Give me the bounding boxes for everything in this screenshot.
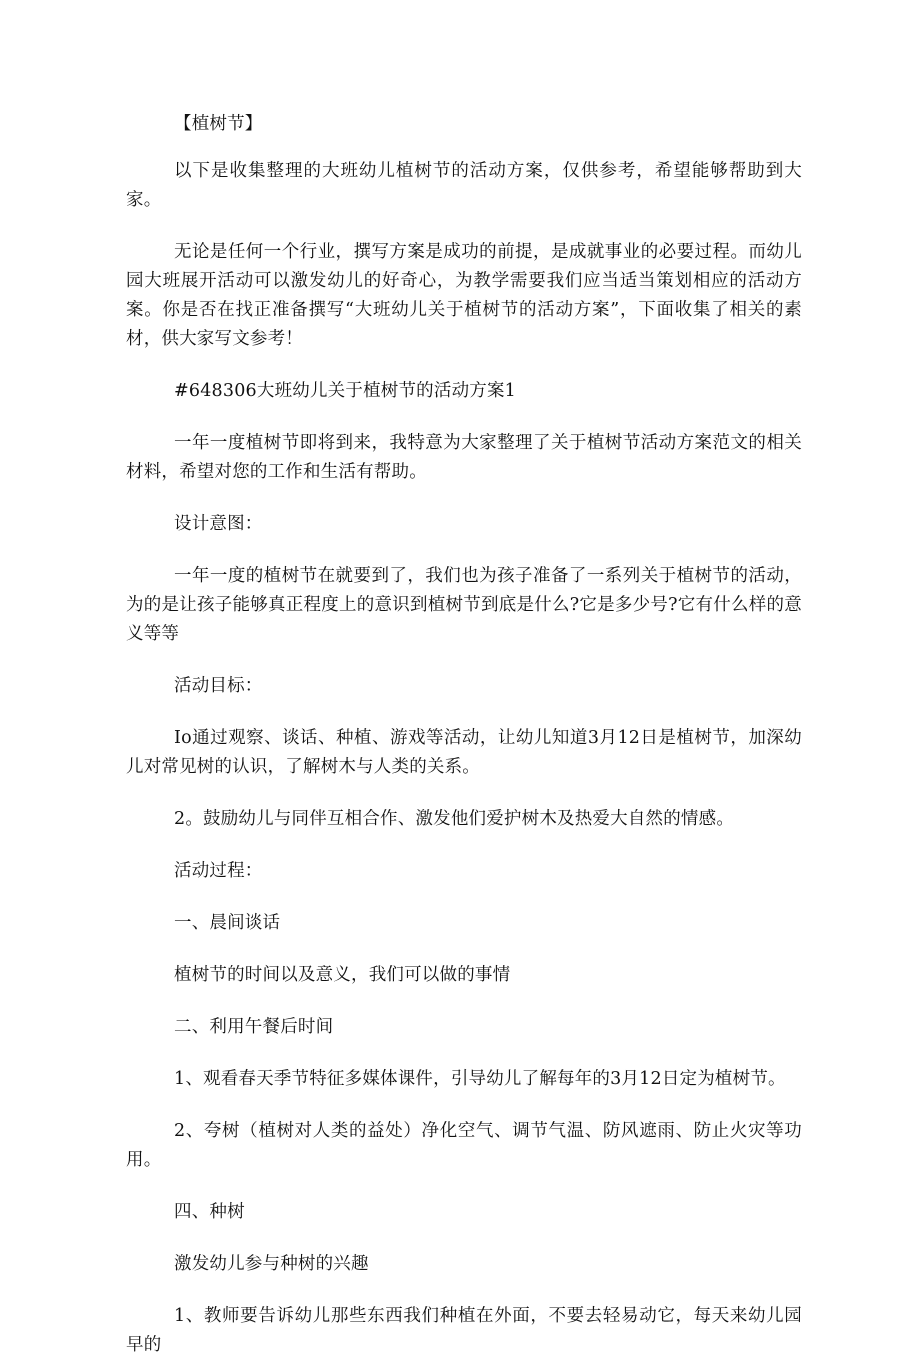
process-section-1-text: 植树节的时间以及意义，我们可以做的事情	[174, 965, 511, 985]
design-intent-paragraph: 一年一度的植树节在就要到了，我们也为孩子准备了一系列关于植树节的活动，为的是让孩子能够真正程度上的意识到植树节到底是什么?它是多少号?它有什么样的意义等等	[126, 566, 802, 644]
goal-item-2: 2。鼓励幼儿与同伴互相合作、激发他们爱护树木及热爱大自然的情感。	[174, 809, 735, 829]
goals-heading: 活动目标：	[174, 676, 263, 696]
process-section-2: 二、利用午餐后时间	[174, 1017, 334, 1037]
process-section-4: 四、种树	[174, 1202, 245, 1222]
plan-intro-paragraph: 一年一度植树节即将到来，我特意为大家整理了关于植树节活动方案范文的相关材料，希望对您的工作和生活有帮助。	[126, 433, 802, 482]
process-item-1: 1、观看春天季节特征多媒体课件，引导幼儿了解每年的3月12日定为植树节。	[174, 1069, 786, 1089]
process-item-3: 1、教师要告诉幼儿那些东西我们种植在外面，不要去轻易动它，每天来幼儿园早的	[126, 1306, 802, 1355]
process-section-1: 一、晨间谈话	[174, 913, 281, 933]
background-paragraph: 无论是任何一个行业，撰写方案是成功的前提，是成就事业的必要过程。而幼儿园大班展开活动可以激发幼儿的好奇心，为教学需要我们应当适当策划相应的活动方案。你是否在找正准备撰写“大班幼儿关于植树节的活动方案”，下面收集了相关的素材，供大家写文参考！	[126, 242, 802, 349]
design-intent-heading: 设计意图：	[174, 514, 263, 534]
process-section-4-text: 激发幼儿参与种树的兴趣	[174, 1254, 369, 1274]
plan-heading: #648306大班幼儿关于植树节的活动方案1	[174, 381, 517, 401]
process-item-2: 2、夸树（植树对人类的益处）净化空气、调节气温、防风遮雨、防止火灾等功用。	[126, 1121, 802, 1170]
goal-item-1: Io通过观察、谈话、种植、游戏等活动，让幼儿知道3月12日是植树节，加深幼儿对常见树的认识，了解树木与人类的关系。	[126, 728, 802, 777]
section-title: 【植树节】	[174, 114, 263, 134]
intro-paragraph: 以下是收集整理的大班幼儿植树节的活动方案，仅供参考，希望能够帮助到大家。	[126, 161, 802, 210]
process-heading: 活动过程：	[174, 861, 263, 881]
